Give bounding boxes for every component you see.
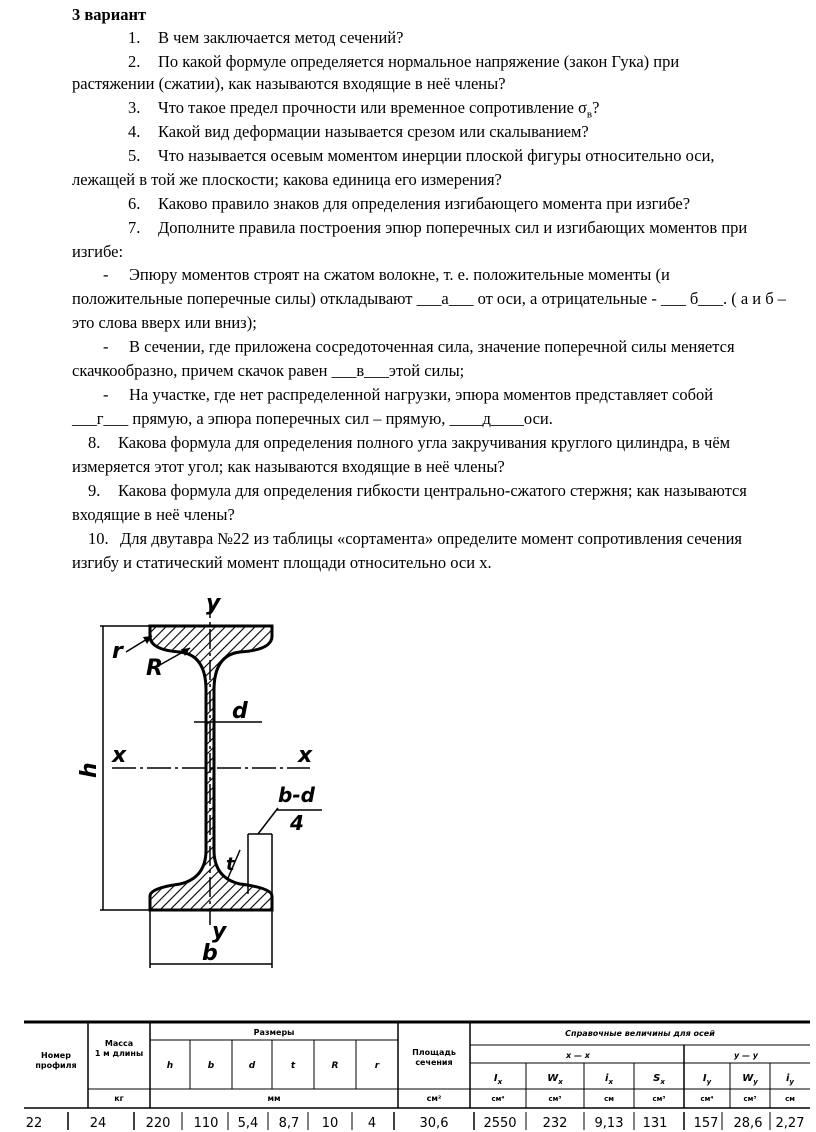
th-ref: Справочные величины для осей: [565, 1029, 715, 1038]
unit-1: см³: [548, 1095, 562, 1103]
th-dim-4: R: [331, 1061, 339, 1071]
unit-0: см⁴: [491, 1095, 505, 1103]
unit-5: см³: [743, 1095, 757, 1103]
label-frac-den: 4: [290, 811, 304, 835]
table-cell-10: 232: [542, 1116, 568, 1131]
label-R: R: [146, 656, 163, 681]
label-b: b: [202, 941, 218, 966]
question-8-cont: измеряется этот угол; как называются входящие в неё члены?: [72, 457, 505, 476]
question-9: 9. Какова формула для определения гибкости центрально-сжатого стержня; как называются: [88, 481, 747, 500]
th-ref-1: $W_x$: [547, 1073, 563, 1086]
label-t: t: [226, 854, 235, 875]
th-area2: сечения: [415, 1058, 453, 1067]
unit-3: см³: [652, 1095, 666, 1103]
table-cell-14: 28,6: [733, 1116, 763, 1131]
th-dims: Размеры: [253, 1028, 295, 1037]
label-x-right: x: [298, 743, 313, 768]
table-cell-7: 4: [367, 1116, 377, 1131]
label-d: d: [232, 699, 248, 724]
label-y-bottom: y: [212, 919, 227, 944]
assortment-table: [22, 1014, 816, 1132]
unit-4: см⁴: [700, 1095, 714, 1103]
rule-1: - Эпюру моментов строят на сжатом волокне, т. е. положительные моменты (и: [103, 265, 670, 284]
question-2: 2. По какой формуле определяется нормальное напряжение (закон Гука) при: [128, 52, 680, 71]
table-cell-8: 30,6: [419, 1116, 449, 1131]
th-mass: Масса: [104, 1039, 134, 1048]
rule-2-cont: скачкообразно, причем скачок равен ___в___этой силы;: [72, 361, 465, 380]
table-cell-6: 10: [321, 1116, 339, 1131]
rule-2: - В сечении, где приложена сосредоточенная сила, значение поперечной силы меняется: [103, 337, 735, 356]
th-dim-5: r: [374, 1061, 380, 1071]
question-1: 1. В чем заключается метод сечений?: [128, 28, 404, 47]
label-r: r: [112, 639, 123, 664]
question-7: 7. Дополните правила построения эпюр поперечных сил и изгибающих моментов при: [128, 218, 748, 237]
th-area: Площадь: [412, 1048, 456, 1057]
th-dim-0: h: [166, 1061, 174, 1071]
unit-6: см: [785, 1095, 795, 1103]
table-cell-2: 220: [145, 1116, 171, 1131]
th-ref-3: $S_x$: [653, 1073, 665, 1086]
rule-3-cont: ___г___ прямую, а эпюра поперечных сил – прямую, ____д____оси.: [72, 409, 553, 428]
question-8: 8. Какова формула для определения полного угла закручивания круглого цилиндра, в чём: [88, 433, 731, 452]
th-ref-5: $W_y$: [742, 1073, 758, 1086]
page-title: 3 вариант: [72, 5, 147, 24]
table-cell-1: 24: [89, 1116, 107, 1131]
table-cell-13: 157: [693, 1116, 719, 1131]
question-7-cont: изгибе:: [72, 242, 124, 261]
question-6: 6. Каково правило знаков для определения изгибающего момента при изгибе?: [128, 194, 691, 213]
table-cell-9: 2550: [483, 1116, 517, 1131]
table-cell-12: 131: [642, 1116, 668, 1131]
rule-1-cont: положительные поперечные силы) откладывают ___а___ от оси, а отрицательные - ___ б___. ( а и б –: [72, 289, 787, 308]
table-cell-11: 9,13: [594, 1116, 624, 1131]
unit-mass: кг: [114, 1094, 124, 1103]
th-dim-1: b: [207, 1061, 215, 1071]
label-h: h: [77, 762, 102, 778]
table-cell-4: 5,4: [237, 1116, 259, 1131]
question-10: 10. Для двутавра №22 из таблицы «сортамента» определите момент сопротивления сечения: [88, 529, 742, 548]
label-x-left: x: [112, 743, 127, 768]
th-xx: x — x: [566, 1051, 590, 1060]
th-yy: y — y: [734, 1051, 758, 1060]
table-cell-0: 22: [25, 1116, 43, 1131]
rule-3: - На участке, где нет распределенной нагрузки, эпюра моментов представляет собой: [103, 385, 714, 404]
question-10-cont: изгибу и статический момент площади относительно оси х.: [72, 553, 492, 572]
table-cell-15: 2,27: [775, 1116, 805, 1131]
table-cell-3: 110: [193, 1116, 219, 1131]
th-ref-0: $I_x$: [493, 1073, 503, 1086]
question-3: 3. Что такое предел прочности или временное сопротивление $\sigma_в$?: [128, 98, 600, 121]
question-4: 4. Какой вид деформации называется срезом или скалыванием?: [128, 122, 589, 141]
th-number: Номер: [41, 1051, 71, 1060]
th-dim-3: t: [290, 1061, 296, 1071]
unit-area: см²: [426, 1094, 442, 1103]
th-ref-2: $i_x$: [605, 1073, 613, 1086]
label-y-top: y: [206, 591, 221, 616]
label-frac-num: b-d: [278, 783, 315, 807]
question-9-cont: входящие в неё члены?: [72, 505, 235, 524]
th-ref-6: $i_y$: [785, 1073, 795, 1086]
unit-2: см: [604, 1095, 614, 1103]
rule-1-cont2: это слова вверх или вниз);: [72, 313, 257, 332]
th-dim-2: d: [248, 1061, 256, 1071]
i-beam-figure: [70, 585, 350, 975]
question-5-cont: лежащей в той же плоскости; какова единица его измерения?: [72, 170, 502, 189]
th-ref-4: $I_y$: [702, 1073, 712, 1086]
th-profile: профиля: [35, 1061, 77, 1070]
th-mass-len: 1 м длины: [94, 1049, 144, 1058]
unit-mm: мм: [267, 1094, 281, 1103]
question-2-cont: растяжении (сжатии), как называются входящие в неё члены?: [72, 74, 506, 93]
question-5: 5. Что называется осевым моментом инерции плоской фигуры относительно оси,: [128, 146, 715, 165]
table-cell-5: 8,7: [278, 1116, 300, 1131]
